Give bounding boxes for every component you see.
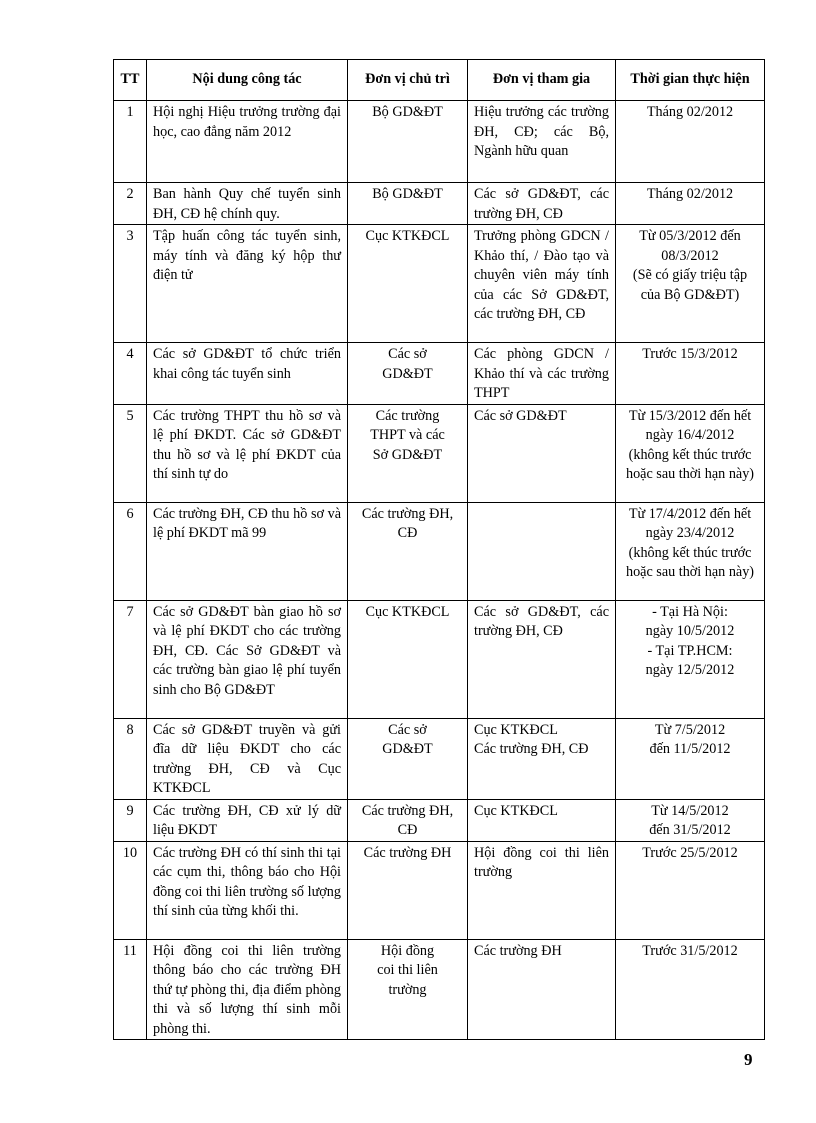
- time-period-line: ngày 10/5/2012: [645, 623, 735, 639]
- participating-units-line: Cục KTKĐCL: [474, 721, 558, 738]
- time-period-line: Từ 15/3/2012 đến hết ngày 16/4/2012: [628, 407, 752, 443]
- time-period: [616, 939, 765, 1040]
- participating-units: [468, 718, 616, 799]
- table-row: [114, 183, 765, 225]
- time-period-line: Từ 17/4/2012 đến hết ngày 23/4/2012: [628, 505, 752, 541]
- time-period-line: ngày 12/5/2012: [645, 662, 735, 678]
- task-content: Hội đồng coi thi liên trường thông báo cho các trường ĐH thứ tự phòng thi, địa điểm phòng thi và số lượng thí sinh mỗi phòng thi.: [147, 939, 348, 1040]
- host-unit: [348, 404, 468, 502]
- time-period-line: - Tại Hà Nội:: [652, 603, 728, 620]
- participating-units-line: Các trường ĐH, CĐ: [474, 741, 589, 757]
- host-unit-line: trường: [388, 981, 427, 998]
- time-period-line: (không kết thúc trước hoặc sau thời hạn này): [625, 544, 755, 580]
- time-period-line: đến 31/5/2012: [649, 822, 731, 838]
- time-period: [616, 225, 765, 343]
- row-number: 10: [114, 841, 147, 939]
- host-unit-line: Các sở: [388, 346, 427, 362]
- host-unit: [348, 841, 468, 939]
- table-row: [114, 799, 765, 841]
- row-number: 2: [114, 183, 147, 225]
- table-row: [114, 343, 765, 405]
- participating-units: [468, 183, 616, 225]
- time-period-line: Tháng 02/2012: [646, 186, 734, 202]
- participating-units-line: Các sở GD&ĐT, các trường ĐH, CĐ: [474, 186, 609, 222]
- time-period: [616, 343, 765, 405]
- host-unit-line: GD&ĐT: [382, 741, 433, 757]
- host-unit: [348, 343, 468, 405]
- host-unit-line: Các trường ĐH,: [361, 802, 454, 819]
- participating-units-line: Hội đồng coi thi liên trường: [474, 844, 609, 880]
- row-number: 1: [114, 101, 147, 183]
- participating-units-line: Các sở GD&ĐT: [474, 407, 567, 424]
- time-period: [616, 404, 765, 502]
- host-unit-line: Cục KTKĐCL: [365, 603, 450, 620]
- table-row: [114, 600, 765, 718]
- host-unit: [348, 600, 468, 718]
- time-period-line: Trước 31/5/2012: [642, 942, 738, 959]
- time-period-line: Trước 25/5/2012: [642, 844, 738, 861]
- task-content: Các trường ĐH, CĐ xử lý dữ liệu ĐKDT: [147, 799, 348, 841]
- row-number: 5: [114, 404, 147, 502]
- time-period-line: Từ 14/5/2012: [651, 802, 729, 819]
- schedule-body: [114, 101, 765, 1040]
- host-unit: [348, 718, 468, 799]
- host-unit: [348, 101, 468, 183]
- host-unit-line: CĐ: [397, 822, 418, 838]
- header-participating-units: Đơn vị tham gia: [468, 60, 616, 101]
- participating-units-line: Các sở GD&ĐT, các trường ĐH, CĐ: [474, 603, 609, 639]
- host-unit-line: Các trường ĐH: [363, 844, 452, 861]
- host-unit-line: Các sở: [388, 721, 427, 738]
- row-number: 8: [114, 718, 147, 799]
- task-content: Ban hành Quy chế tuyển sinh ĐH, CĐ hệ chính quy.: [147, 183, 348, 225]
- participating-units-line: Trưởng phòng GDCN / Khảo thí, / Đào tạo và chuyên viên máy tính của các Sở GD&ĐT, các trường ĐH, CĐ: [474, 228, 609, 322]
- header-host-unit: Đơn vị chủ trì: [348, 60, 468, 101]
- row-number: 9: [114, 799, 147, 841]
- task-content: Tập huấn công tác tuyển sinh, máy tính và đăng ký hộp thư điện tử: [147, 225, 348, 343]
- participating-units: [468, 225, 616, 343]
- host-unit-line: Các trường: [375, 407, 440, 424]
- host-unit: [348, 939, 468, 1040]
- time-period-line: đến 11/5/2012: [649, 741, 731, 757]
- time-period-line: (không kết thúc trước hoặc sau thời hạn này): [625, 446, 755, 482]
- task-content: Hội nghị Hiệu trưởng trường đại học, cao đẳng năm 2012: [147, 101, 348, 183]
- participating-units: [468, 600, 616, 718]
- table-row: [114, 225, 765, 343]
- host-unit-line: coi thi liên: [377, 962, 438, 978]
- table-header-row: [114, 60, 765, 101]
- header-content: Nội dung công tác: [147, 60, 348, 101]
- table-row: [114, 718, 765, 799]
- time-period: [616, 183, 765, 225]
- row-number: 4: [114, 343, 147, 405]
- host-unit: [348, 799, 468, 841]
- row-number: 3: [114, 225, 147, 343]
- row-number: 11: [114, 939, 147, 1040]
- time-period-line: Tháng 02/2012: [646, 104, 734, 120]
- table-row: [114, 502, 765, 600]
- host-unit: [348, 502, 468, 600]
- time-period: [616, 841, 765, 939]
- task-content: Các trường ĐH, CĐ thu hồ sơ và lệ phí ĐKDT mã 99: [147, 502, 348, 600]
- participating-units: [468, 939, 616, 1040]
- participating-units: [468, 404, 616, 502]
- host-unit-line: Bộ GD&ĐT: [372, 186, 443, 202]
- participating-units-line: Hiệu trưởng các trường ĐH, CĐ; các Bộ, Ngành hữu quan: [474, 104, 609, 159]
- host-unit-line: Hội đồng: [380, 942, 435, 959]
- time-period: [616, 101, 765, 183]
- time-period: [616, 502, 765, 600]
- table-row: [114, 404, 765, 502]
- participating-units-line: Các phòng GDCN / Khảo thí và các trường THPT: [474, 346, 609, 401]
- host-unit-line: THPT và các: [370, 427, 445, 443]
- time-period: [616, 799, 765, 841]
- host-unit-line: GD&ĐT: [382, 365, 433, 382]
- participating-units: [468, 502, 616, 600]
- host-unit-line: Cục KTKĐCL: [365, 228, 450, 244]
- participating-units: [468, 841, 616, 939]
- task-content: Các sở GD&ĐT tổ chức triển khai công tác tuyển sinh: [147, 343, 348, 405]
- row-number: 7: [114, 600, 147, 718]
- table-row: [114, 841, 765, 939]
- participating-units: [468, 799, 616, 841]
- row-number: 6: [114, 502, 147, 600]
- participating-units-line: Cục KTKĐCL: [474, 802, 558, 819]
- table-row: [114, 101, 765, 183]
- table-row: [114, 939, 765, 1040]
- participating-units-line: Các trường ĐH: [474, 942, 562, 959]
- task-content: Các sở GD&ĐT bàn giao hồ sơ và lệ phí ĐKDT cho các trường ĐH, CĐ. Các Sở GD&ĐT và các trường bàn giao lệ phí tuyển sinh cho Bộ GD&ĐT: [147, 600, 348, 718]
- task-content: Các trường ĐH có thí sinh thi tại các cụm thi, thông báo cho Hội đồng coi thi liên trường số lượng thí sinh của từng khối thi.: [147, 841, 348, 939]
- time-period: [616, 718, 765, 799]
- page-number: 9: [744, 1050, 753, 1069]
- time-period-line: - Tại TP.HCM:: [647, 642, 733, 659]
- participating-units: [468, 101, 616, 183]
- schedule-table: [113, 59, 765, 1040]
- task-content: Các sở GD&ĐT truyền và gửi đĩa dữ liệu ĐKDT cho các trường ĐH, CĐ và Cục KTKĐCL: [147, 718, 348, 799]
- participating-units: [468, 343, 616, 405]
- host-unit-line: Bộ GD&ĐT: [372, 104, 443, 120]
- host-unit-line: Các trường ĐH,: [361, 505, 454, 522]
- host-unit: [348, 225, 468, 343]
- host-unit: [348, 183, 468, 225]
- header-tt: TT: [114, 60, 147, 101]
- time-period-line: (Sẽ có giấy triệu tập của Bộ GD&ĐT): [632, 267, 748, 303]
- time-period-line: Từ 7/5/2012: [654, 721, 726, 738]
- header-time: Thời gian thực hiện: [616, 60, 765, 101]
- time-period: [616, 600, 765, 718]
- host-unit-line: Sở GD&ĐT: [372, 446, 443, 463]
- host-unit-line: CĐ: [397, 525, 418, 541]
- time-period-line: Từ 05/3/2012 đến 08/3/2012: [639, 228, 741, 264]
- time-period-line: Trước 15/3/2012: [642, 346, 738, 362]
- task-content: Các trường THPT thu hồ sơ và lệ phí ĐKDT. Các sở GD&ĐT thu hồ sơ và lệ phí ĐKDT của thí sinh tự do: [147, 404, 348, 502]
